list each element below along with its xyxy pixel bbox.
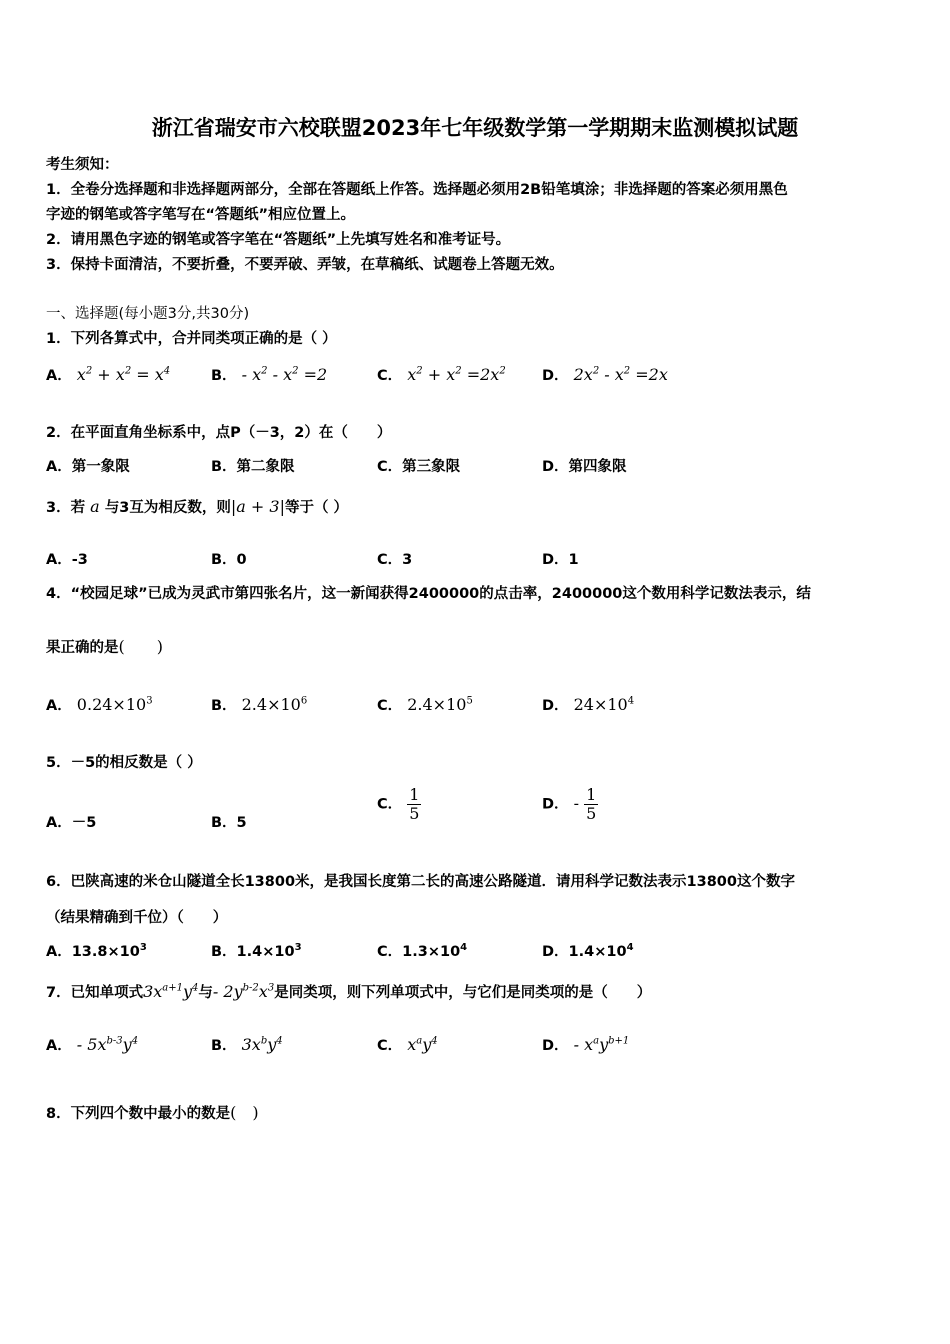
notice-heading: 考生须知： [46, 157, 119, 173]
q7-option-b[interactable]: B． $3x^by^4$ [211, 1035, 283, 1054]
q5-option-a[interactable]: A．－5 [46, 815, 97, 831]
q5-d-minus: - [573, 793, 580, 813]
notice-line-3: 3．保持卡面清洁，不要折叠，不要弄破、弄皱，在草稿纸、试题卷上答题无效。 [46, 257, 564, 273]
q6-option-c[interactable]: C．$1.3\times 10^4$ [377, 942, 468, 960]
q1-option-a[interactable]: A． $x^2 + x^2 = x^4$ [46, 365, 171, 384]
q5-option-c[interactable]: C． $\frac{1}{5}$ [377, 785, 420, 823]
q5-stem: 5．－5的相反数是（ ） [46, 755, 202, 771]
q6-stem-a: 6．巴陕高速的米仓山隧道全长13800米，是我国长度第二长的高速公路隧道．请用科学记数法表示13800这个数字 [46, 874, 795, 890]
q7-stem: 7．已知单项式$3x^{a+1}y^4$与- $2y^{b-2}x^3$是同类项，则下列单项式中，与它们是同类项的是（ ） [46, 982, 652, 1001]
q6-option-d[interactable]: D．$1.4\times 10^4$ [542, 942, 634, 960]
q4-option-a[interactable]: A． $0.24\times 10^3$ [46, 695, 153, 714]
q3-option-a[interactable]: A．-3 [46, 552, 88, 568]
q1-d-formula: $2x^2 - x^2 =2x$ [573, 365, 668, 384]
notice-line-1b: 字迹的钢笔或答字笔写在“答题纸”相应位置上。 [46, 207, 356, 223]
q7-monomial-1: $3x^{a+1}y^4$ [143, 982, 199, 1001]
q1-option-c[interactable]: C． $x^2 + x^2 =2x^2$ [377, 365, 506, 384]
notice-line-1a: 1．全卷分选择题和非选择题两部分，全部在答题纸上作答。选择题必须用2B铅笔填涂；非选择题的答案必须用黑色 [46, 182, 788, 198]
q1-option-d[interactable]: D． $2x^2 - x^2 =2x$ [542, 365, 668, 384]
section-heading: 一、选择题(每小题3分,共30分) [46, 306, 250, 322]
q4-option-c[interactable]: C． $2.4\times 10^5$ [377, 695, 473, 714]
q7-monomial-2: - $2y^{b-2}x^3$ [212, 982, 275, 1001]
q4-b-value: $2.4\times 10^6$ [241, 695, 308, 714]
q4-d-value: $24\times 10^4$ [573, 695, 635, 714]
q5-d-fraction: $\frac{1}{5}$ [586, 785, 597, 823]
q7-d-formula: - $x^ay^{b+1}$ [573, 1035, 630, 1054]
q7-b-formula: $3x^by^4$ [241, 1035, 283, 1054]
q6-option-a[interactable]: A．$13.8\times 10^3$ [46, 942, 147, 960]
q5-c-fraction: $\frac{1}{5}$ [409, 785, 420, 823]
notice-line-2: 2．请用黑色字迹的钢笔或答字笔在“答题纸”上先填写姓名和准考证号。 [46, 232, 511, 248]
q1-b-formula: - $x^2 - x^2 =2$ [241, 365, 328, 384]
q1-a-formula: $x^2 + x^2 = x^4$ [76, 365, 171, 384]
q1-c-formula: $x^2 + x^2 =2x^2$ [407, 365, 506, 384]
q4-stem-b: 果正确的是( ) [46, 637, 163, 656]
q4-option-b[interactable]: B． $2.4\times 10^6$ [211, 695, 308, 714]
q7-c-formula: $x^ay^4$ [407, 1035, 438, 1054]
q3-var-a: a [85, 497, 105, 516]
q7-option-d[interactable]: D． - $x^ay^{b+1}$ [542, 1035, 630, 1054]
q6-stem-b: （结果精确到千位）（ ） [46, 910, 228, 926]
page-title: 浙江省瑞安市六校联盟2023年七年级数学第一学期期末监测模拟试题 [151, 116, 799, 140]
q4-c-value: $2.4\times 10^5$ [407, 695, 473, 714]
q1-option-b[interactable]: B． - $x^2 - x^2 =2$ [211, 365, 328, 384]
q7-option-a[interactable]: A． - $5x^{b-3}y^4$ [46, 1035, 139, 1054]
q3-abs-expr: |a + 3| [230, 497, 285, 516]
q4-a-value: $0.24\times 10^3$ [76, 695, 153, 714]
q3-stem: 3．若 a 与3互为相反数，则|a + 3|等于（ ） [46, 497, 349, 516]
q2-option-a[interactable]: A．第一象限 [46, 459, 130, 475]
q2-stem: 2．在平面直角坐标系中，点P（－3，2）在（ ） [46, 425, 392, 441]
q7-option-c[interactable]: C． $x^ay^4$ [377, 1035, 438, 1054]
q2-option-b[interactable]: B．第二象限 [211, 459, 295, 475]
q6-option-b[interactable]: B．$1.4\times 10^3$ [211, 942, 302, 960]
q2-option-d[interactable]: D．第四象限 [542, 459, 627, 475]
q5-option-b[interactable]: B．5 [211, 815, 247, 831]
q5-option-d[interactable]: D． - $\frac{1}{5}$ [542, 785, 597, 823]
q4-stem-a: 4．“校园足球”已成为灵武市第四张名片，这一新闻获得2400000的点击率，2400000这个数用科学记数法表示，结 [46, 586, 811, 602]
q3-option-b[interactable]: B．0 [211, 552, 247, 568]
q2-option-c[interactable]: C．第三象限 [377, 459, 461, 475]
q8-stem: 8．下列四个数中最小的数是( ) [46, 1103, 259, 1122]
q3-option-c[interactable]: C．3 [377, 552, 413, 568]
q7-a-formula: - $5x^{b-3}y^4$ [76, 1035, 139, 1054]
q8-answer-blank: ( ) [230, 1103, 259, 1122]
q3-option-d[interactable]: D．1 [542, 552, 579, 568]
q4-option-d[interactable]: D． $24\times 10^4$ [542, 695, 635, 714]
q4-answer-blank: ( ) [118, 637, 163, 656]
q1-stem: 1．下列各算式中，合并同类项正确的是（ ） [46, 331, 337, 347]
